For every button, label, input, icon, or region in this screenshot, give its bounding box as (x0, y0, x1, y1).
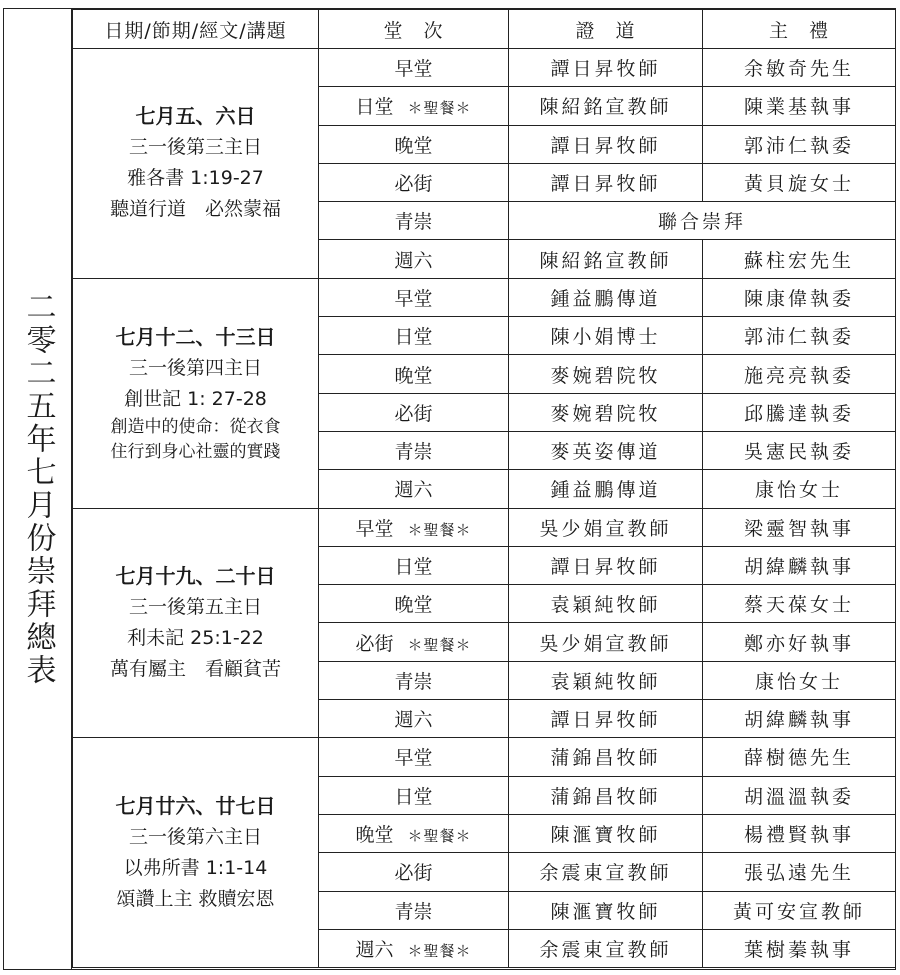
preacher-cell: 陳滙寶牧師 (509, 814, 703, 852)
service-name: 早堂 (394, 747, 433, 770)
presider-cell: 陳康偉執委 (703, 278, 896, 316)
presider-cell: 張弘遠先生 (703, 853, 896, 891)
service-name: 青崇 (394, 670, 433, 693)
header-service: 堂 次 (319, 10, 509, 49)
preacher-cell: 麥英姿傳道 (509, 431, 703, 469)
week-season: 三一後第三主日 (128, 136, 262, 159)
service-cell (319, 125, 509, 163)
service-name: 週六 (394, 249, 433, 272)
preacher-cell: 陳滙寶牧師 (509, 891, 703, 929)
week-scripture: 雅各書 1:19-27 (127, 167, 264, 190)
presider-cell: 施亮亮執委 (703, 355, 896, 393)
presider-cell: 胡緯麟執事 (703, 700, 896, 738)
week-info-cell (73, 49, 319, 279)
preacher-cell: 蒲錦昌牧師 (509, 776, 703, 814)
service-name: 早堂 (355, 517, 394, 540)
service-cell (319, 508, 509, 546)
preacher-cell: 袁穎純牧師 (509, 661, 703, 699)
presider-cell: 郭沛仁執委 (703, 125, 896, 163)
preacher-cell: 余震東宣教師 (509, 929, 703, 967)
preacher-cell: 譚日昇牧師 (509, 49, 703, 87)
service-cell (319, 700, 509, 738)
week-topic: 聽道行道 必然蒙福 (109, 198, 281, 221)
preacher-cell: 譚日昇牧師 (509, 546, 703, 584)
service-name: 晚堂 (394, 594, 433, 617)
service-cell (319, 317, 509, 355)
presider-cell: 康怡女士 (703, 661, 896, 699)
communion-mark: ＊聖餐＊ (407, 941, 472, 960)
service-name: 日堂 (355, 96, 394, 119)
header-date: 日期/節期/經文/講題 (73, 10, 319, 49)
service-cell (319, 163, 509, 201)
service-name: 晚堂 (394, 364, 433, 387)
preacher-cell: 吳少娟宣教師 (509, 508, 703, 546)
week-topic: 住行到身心社靈的實踐 (110, 441, 281, 462)
week-date: 七月十九、二十日 (115, 563, 276, 588)
week-date: 七月廿六、廿七日 (115, 793, 276, 818)
presider-cell: 吳憲民執委 (703, 431, 896, 469)
week-date: 七月十二、十三日 (115, 324, 276, 349)
preacher-cell: 鍾益鵬傳道 (509, 278, 703, 316)
week-scripture: 利未記 25:1-22 (127, 626, 264, 649)
service-cell (319, 738, 509, 776)
presider-cell: 胡緯麟執事 (703, 546, 896, 584)
week-date: 七月五、六日 (135, 104, 256, 129)
week-scripture: 以弗所書 1:1-14 (123, 856, 268, 879)
service-cell (319, 87, 509, 125)
preacher-cell: 譚日昇牧師 (509, 125, 703, 163)
header-preacher: 證 道 (509, 10, 703, 49)
presider-cell: 黃可安宣教師 (703, 891, 896, 929)
schedule-body (73, 49, 896, 968)
service-cell (319, 202, 509, 240)
presider-cell: 黃貝旋女士 (703, 163, 896, 201)
presider-cell: 余敏奇先生 (703, 49, 896, 87)
presider-cell: 梁靈智執事 (703, 508, 896, 546)
presider-cell: 薛樹德先生 (703, 738, 896, 776)
preacher-cell: 蒲錦昌牧師 (509, 738, 703, 776)
week-info-cell (73, 278, 319, 508)
merged-service-cell: 聯合崇拜 (509, 202, 896, 240)
week-info-cell (73, 738, 319, 968)
service-cell (319, 661, 509, 699)
service-name: 晚堂 (394, 134, 433, 157)
week-scripture: 創世記 1: 27-28 (124, 387, 267, 410)
preacher-cell: 陳紹銘宣教師 (509, 240, 703, 278)
week-topic: 萬有屬主 看顧貧苦 (109, 657, 281, 680)
week-info-cell (73, 508, 319, 738)
header-row (73, 10, 896, 49)
service-name: 早堂 (394, 287, 433, 310)
presider-cell: 鄭亦好執事 (703, 623, 896, 661)
presider-cell: 楊禮賢執事 (703, 814, 896, 852)
week-topic: 頌讚上主 救贖宏恩 (116, 887, 275, 910)
service-name: 必街 (355, 632, 394, 655)
service-cell (319, 431, 509, 469)
communion-mark: ＊聖餐＊ (407, 635, 472, 654)
service-cell (319, 355, 509, 393)
service-name: 早堂 (394, 58, 433, 81)
presider-cell: 蘇柱宏先生 (703, 240, 896, 278)
preacher-cell: 陳紹銘宣教師 (509, 87, 703, 125)
preacher-cell: 鍾益鵬傳道 (509, 470, 703, 508)
schedule-sheet (3, 8, 896, 970)
service-name: 青崇 (394, 900, 433, 923)
service-cell (319, 546, 509, 584)
service-cell (319, 278, 509, 316)
service-name: 必街 (394, 402, 433, 425)
preacher-cell: 余震東宣教師 (509, 853, 703, 891)
service-cell (319, 929, 509, 967)
communion-mark: ＊聖餐＊ (407, 827, 472, 846)
service-cell (319, 853, 509, 891)
service-name: 週六 (394, 709, 433, 732)
service-name: 晚堂 (355, 824, 394, 847)
service-name: 日堂 (394, 785, 433, 808)
service-cell (319, 585, 509, 623)
preacher-cell: 麥婉碧院牧 (509, 393, 703, 431)
service-cell (319, 470, 509, 508)
presider-cell: 郭沛仁執委 (703, 317, 896, 355)
service-cell (319, 623, 509, 661)
table-row (73, 738, 896, 776)
preacher-cell: 陳小娟博士 (509, 317, 703, 355)
side-title: 二零二五年七月份崇拜總表 (20, 291, 56, 687)
service-name: 必街 (394, 862, 433, 885)
service-name: 青崇 (394, 211, 433, 234)
week-topic: 創造中的使命：從衣食 (110, 416, 281, 437)
service-name: 日堂 (394, 556, 433, 578)
week-season: 三一後第六主日 (128, 825, 262, 848)
presider-cell: 邱騰達執委 (703, 393, 896, 431)
presider-cell: 蔡天葆女士 (703, 585, 896, 623)
presider-cell: 陳業基執事 (703, 87, 896, 125)
worship-schedule-table (72, 9, 896, 968)
preacher-cell: 譚日昇牧師 (509, 700, 703, 738)
week-season: 三一後第四主日 (128, 356, 262, 379)
communion-mark: ＊聖餐＊ (407, 520, 472, 539)
header-presider: 主 禮 (703, 10, 896, 49)
service-cell (319, 49, 509, 87)
presider-cell: 康怡女士 (703, 470, 896, 508)
service-cell (319, 891, 509, 929)
week-season: 三一後第五主日 (128, 595, 262, 618)
presider-cell: 葉樹蓁執事 (703, 929, 896, 967)
table-row (73, 508, 896, 546)
service-cell (319, 814, 509, 852)
preacher-cell: 吳少娟宣教師 (509, 623, 703, 661)
preacher-cell: 譚日昇牧師 (509, 163, 703, 201)
table-row (73, 278, 896, 316)
service-cell (319, 240, 509, 278)
communion-mark: ＊聖餐＊ (407, 99, 472, 118)
service-name: 週六 (355, 938, 394, 961)
preacher-cell: 袁穎純牧師 (509, 585, 703, 623)
service-cell (319, 776, 509, 814)
service-name: 青崇 (394, 441, 433, 464)
table-row (73, 49, 896, 87)
side-title-cell (4, 9, 72, 969)
preacher-cell: 麥婉碧院牧 (509, 355, 703, 393)
service-name: 日堂 (394, 326, 433, 349)
presider-cell: 胡溫溫執委 (703, 776, 896, 814)
service-name: 必街 (394, 173, 433, 196)
service-cell (319, 393, 509, 431)
service-name: 週六 (394, 479, 433, 502)
